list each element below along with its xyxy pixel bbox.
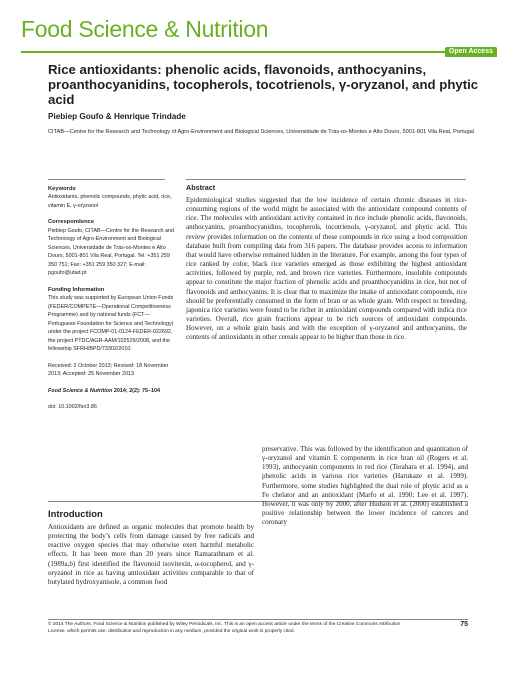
keywords-heading: Keywords bbox=[48, 185, 76, 192]
article-info-sidebar bbox=[48, 183, 176, 420]
article-title: Rice antioxidants: phenolic acids, flavonoids, anthocyanins, proanthocyanidins, tocopherols, tocotrienols, γ-oryzanol, and phytic acid bbox=[48, 62, 479, 107]
doi-block bbox=[48, 403, 176, 412]
open-access-badge: Open Access bbox=[445, 47, 497, 57]
funding-heading: Funding Information bbox=[48, 286, 105, 293]
correspondence-heading: Correspondence bbox=[48, 219, 95, 226]
correspondence-text: Piebiep Goufo, CITAB—Centre for the Research and Technology of Agro-Environment and Biological Sciences, Universidade de Trás-os-Montes e Alto Douro, 5001-801 Vila Real, Portugal. Tel: +351 259 350 751; Fax: +351 259 350 327; E-mail: pgoufo@utad.pt bbox=[48, 227, 175, 277]
authors: Piebiep Goufo & Henrique Trindade bbox=[48, 112, 186, 121]
introduction-right-column: preservative. This was followed by the identification and quantitation of γ-oryzanol and vitamin E components in rice bran oil (Rogers et al. 1993), anthocyanin components in red rice (Terahara et al. 1994), and phenolic acids in various rice varieties (Harukaze et al. 1999). Furthermore, some studies highlighted the dual role of phytic acid as a Fe chelator and an antioxidant (Marfo et al. 1990; Lee et al. 1997). However, it was only by 2000, after Hudson et al. (2000) established a positive relationship between the lower incidence of cancers and coronary bbox=[262, 445, 468, 527]
dates-text: Received: 2 October 2013; Revised: 18 November 2013; Accepted: 25 November 2013 bbox=[48, 362, 169, 378]
journal-citation bbox=[48, 387, 176, 396]
sidebar-rule bbox=[48, 179, 165, 180]
keywords-block bbox=[48, 185, 176, 211]
affiliation: CITAB—Centre for the Research and Technology of Agro-Environment and Biological Sciences, Universidade de Trás-os-Montes e Alto Douro, 5001-801 Vila Real, Portugal bbox=[48, 129, 474, 135]
keywords-text: Antioxidants, phenolic compounds, phytic acid, rice, vitamin E, γ-oryzanol bbox=[48, 194, 172, 209]
journal-citation-name: Food Science & Nutrition bbox=[48, 387, 113, 394]
correspondence-block bbox=[48, 218, 176, 278]
introduction-heading: Introduction bbox=[48, 508, 103, 519]
footer-rule bbox=[48, 619, 468, 620]
journal-title: Food Science & Nutrition bbox=[21, 16, 269, 42]
abstract-rule bbox=[186, 179, 466, 180]
dates-block bbox=[48, 362, 176, 379]
abstract-heading: Abstract bbox=[186, 183, 216, 192]
funding-block bbox=[48, 286, 176, 354]
abstract-body: Epidemiological studies suggested that the low incidence of certain chronic diseases in rice-consuming regions of the world might be associated with the antioxidant compound contents of rice. The molecules with antioxidant activity contained in rice include phenolic acids, flavonoids, anthocyanins, proanthocyanidins, tocopherols, tocotrienols, γ-oryzanol, and phytic acid. This review provides information on the contents of these compounds in rice using a food composition database built from compiling data from 316 papers. The database provides access to information that would have otherwise remained hidden in the literature. For example, among the four types of rice ranked by color, black rice varieties emerged as those exhibiting the highest antioxidant activities, followed by purple, red, and brown rice varieties. Furthermore, insoluble compounds appear to constitute the major fraction of phenolic acids and proanthocyanidins in rice, but not of flavonoids and anthocyanins. It is clear that to maximize the intake of antioxidant compounds, rice should be preferentially consumed in the form of bran or as whole grain. With respect to breeding, japonica rice varieties were found to be richer in antioxidant compounds compared with indica rice varieties. Overall, rice grain fractions appear to be rich sources of antioxidant compounds. However, on a whole grain basis and with the exception of γ-oryzanol and anthocyanins, the contents of antioxidants in other cereals appear to be higher than those in rice. bbox=[186, 196, 467, 342]
license-footer: © 2014 The Authors. Food Science & Nutrition published by Wiley Periodicals, Inc. This is an open access article under the terms of the Creative Commons Attribution License, which permits use, distribution and reproduction in any medium, provided the original work is properly cited. bbox=[48, 622, 401, 634]
journal-citation-volume: 2014; 2(2): 75–104 bbox=[112, 387, 161, 394]
page-number: 75 bbox=[460, 621, 468, 628]
doi-link[interactable]: doi: 10.1002/fsn3.86 bbox=[48, 404, 97, 411]
funding-text: This study was supported by European Union Funds (FEDER/COMPETE—Operational Competitiveness Programme) and by national funds (FCT—Portuguese Foundation for Science and Technology) under the project FCOMP-01-0124-FEDER-022692, the project PTDC/AGR-AAM/102529/2008, and the fellowship SFRH/BPD/73302/2010. bbox=[48, 295, 174, 353]
introduction-left-column: Antioxidants are defined as organic molecules that promote health by protecting the body’s cells from damage caused by free radicals and reactive oxygen species that may otherwise exert harmful metabolic effects. It has been more than 20 years since Ramarathnam et al. (1989a,b) first identified the flavonoid isovitexin, α-tocopherol, and γ-oryzanol in rice as having antioxidant activities comparable to that of butylated hydroxyanisole, a common food bbox=[48, 523, 254, 586]
header-rule bbox=[21, 51, 497, 53]
